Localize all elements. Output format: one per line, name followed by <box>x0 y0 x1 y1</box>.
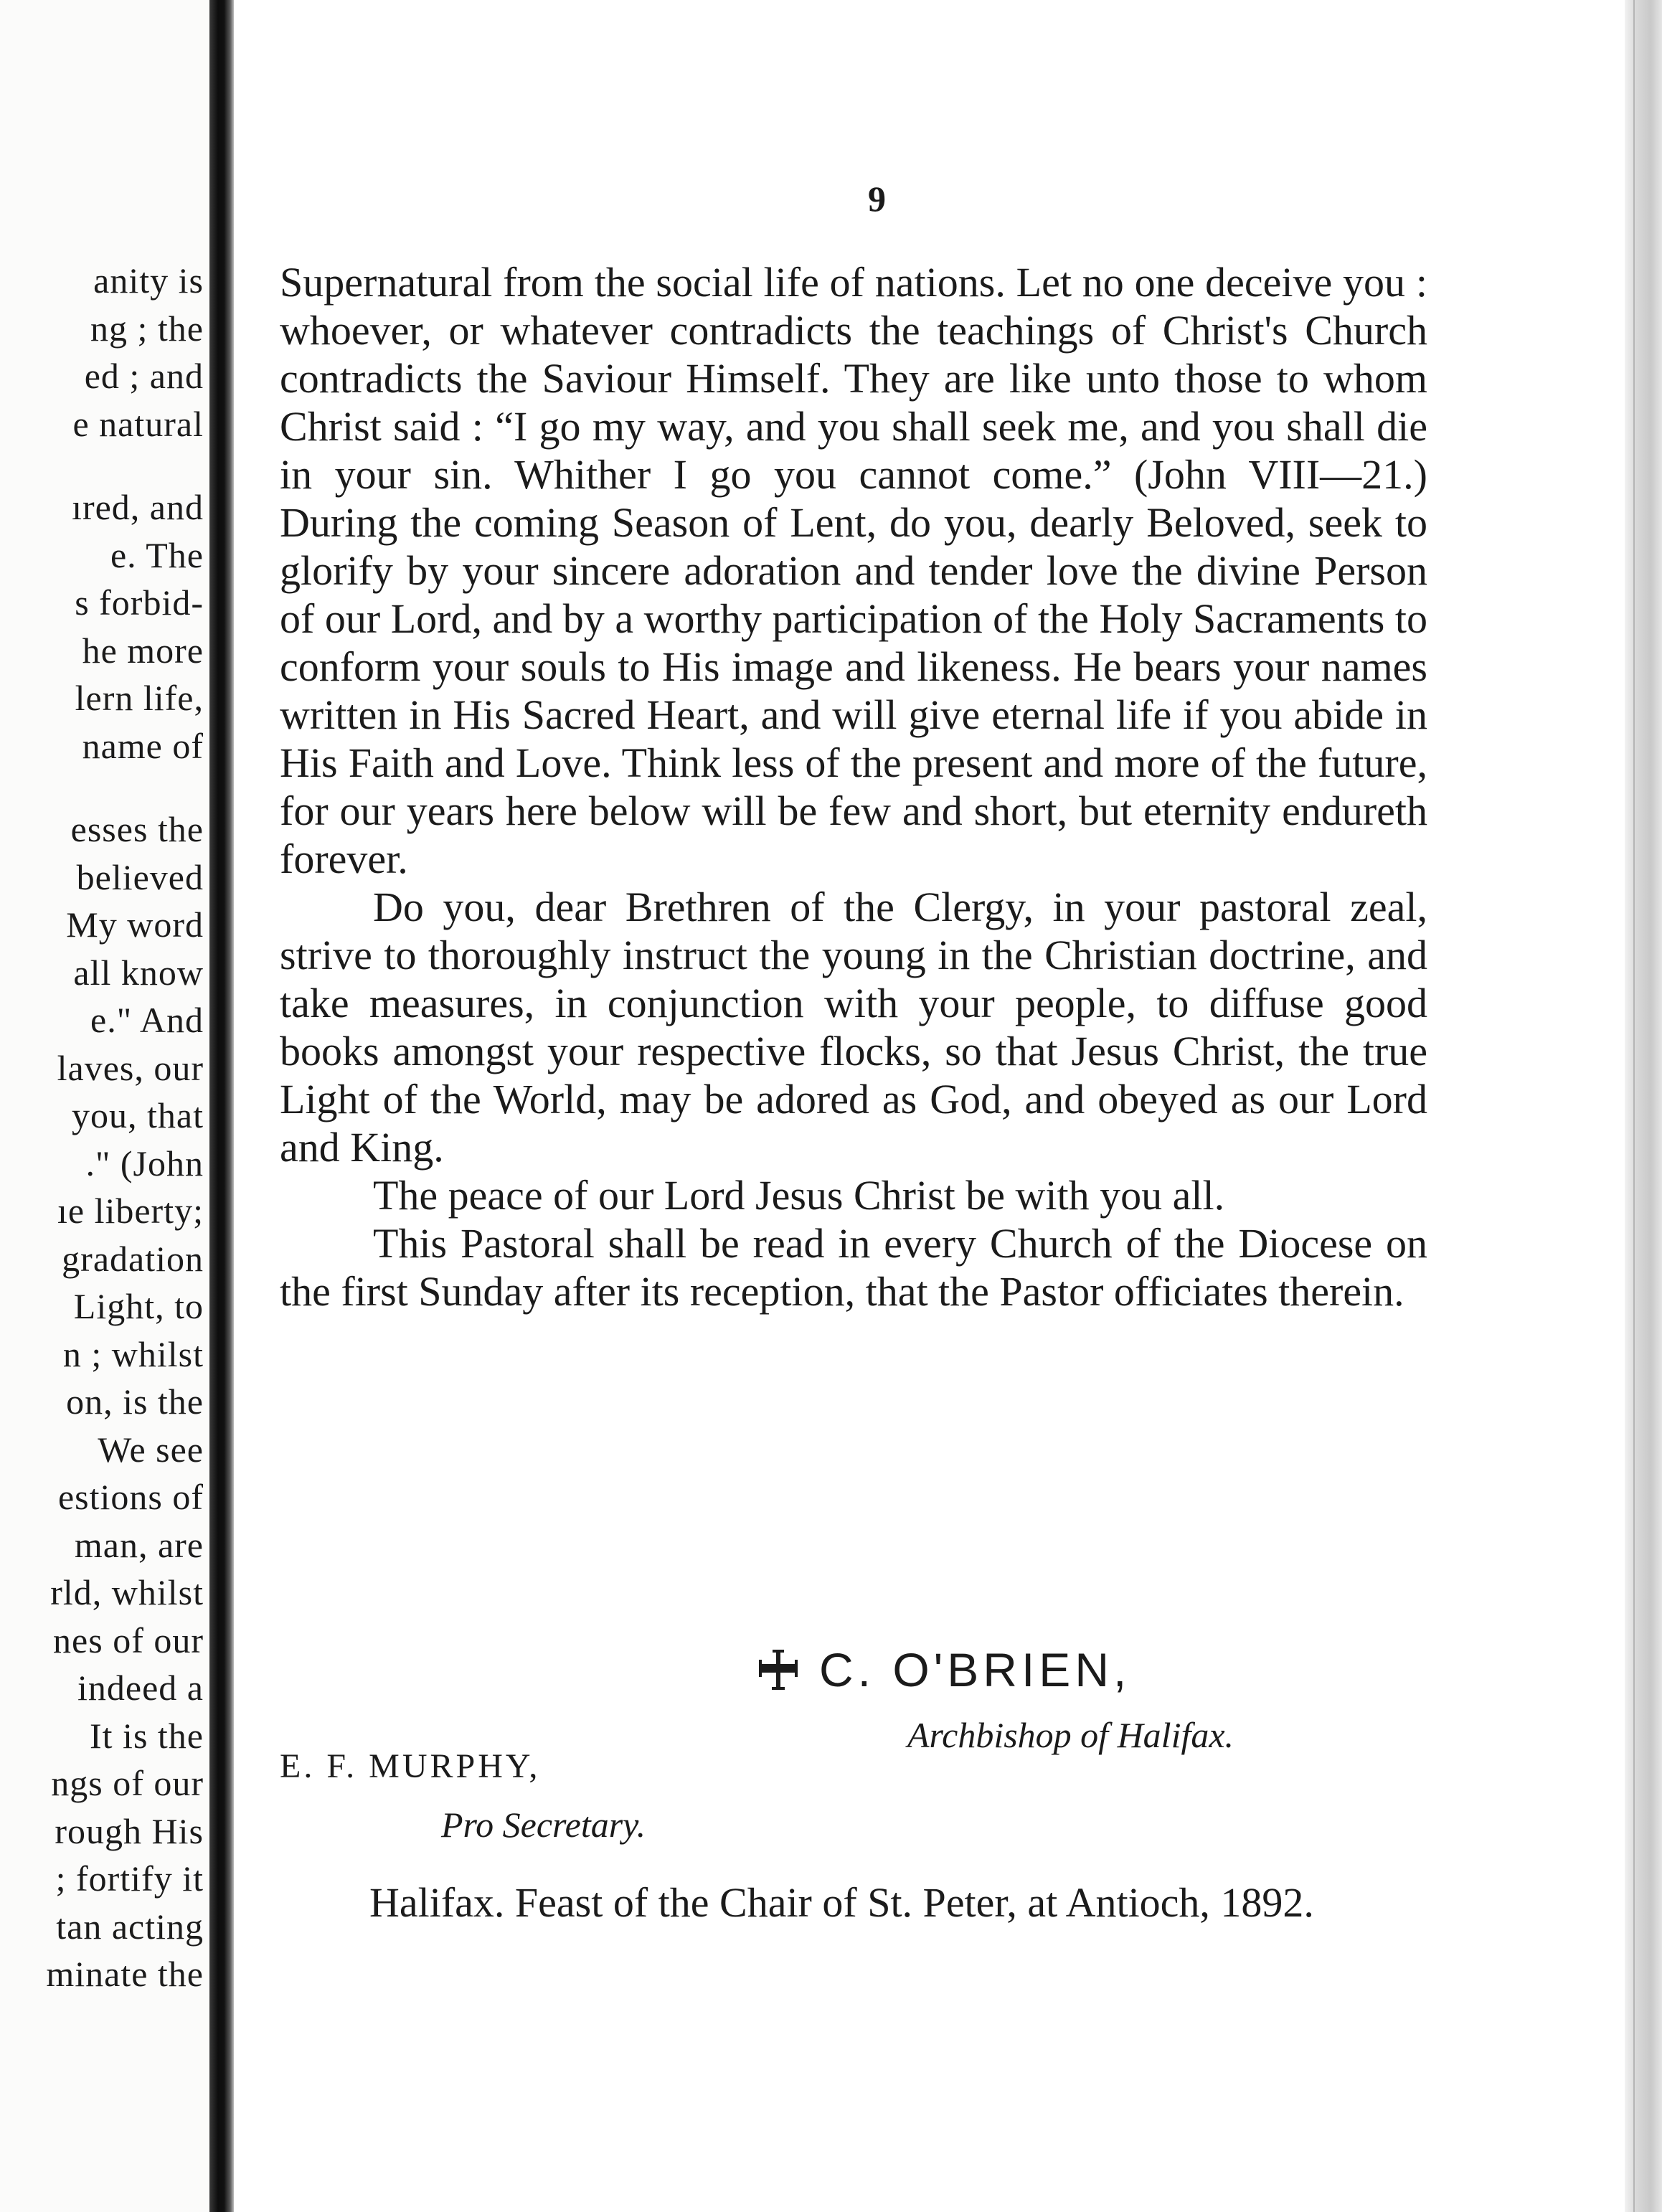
facing-page-line: e. The <box>110 534 204 575</box>
facing-page-line: man, are <box>74 1524 204 1565</box>
facing-page-line: e." And <box>90 1000 204 1040</box>
paragraph-blessing: The peace of our Lord Jesus Christ be with you all. <box>373 1172 1225 1219</box>
facing-page-line <box>46 448 204 483</box>
facing-page-line: Light, to <box>73 1286 204 1326</box>
facing-page-line: nes of our <box>53 1620 204 1660</box>
facing-page-line: rough His <box>55 1810 204 1851</box>
facing-page-line: indeed a <box>77 1668 204 1708</box>
facing-page-line: lern life, <box>75 678 204 718</box>
facing-page-line: ıe liberty; <box>57 1191 204 1231</box>
page <box>280 0 1442 2212</box>
facing-page-line: you, that <box>72 1095 204 1135</box>
facing-page-line: laves, our <box>57 1047 204 1088</box>
facing-page-line <box>46 770 204 805</box>
facing-page-line: ed ; and <box>84 356 204 396</box>
facing-page-line: ; fortify it <box>55 1858 204 1899</box>
facing-page-lines <box>46 257 204 1998</box>
facing-page-line: My word <box>66 904 204 945</box>
facing-page-line: rld, whilst <box>50 1572 204 1612</box>
facing-page-line: e natural <box>72 403 204 444</box>
facing-page-line: s forbid- <box>75 582 204 623</box>
facing-page-line: n ; whilst <box>62 1333 204 1374</box>
facing-page-line: minate the <box>46 1954 204 1994</box>
facing-page-line: ng ; the <box>90 308 204 349</box>
archbishop-title: Archbishop of Halifax. <box>907 1715 1234 1755</box>
facing-page-line: We see <box>98 1429 204 1470</box>
secretary-title: Pro Secretary. <box>441 1805 646 1845</box>
facing-page-fragment <box>0 0 209 2212</box>
facing-page-line: estions of <box>57 1477 204 1517</box>
facing-page-line: on, is the <box>66 1381 204 1422</box>
page-edge <box>1625 0 1662 2212</box>
cross-icon <box>757 1647 800 1690</box>
paragraph-clergy: Do you, dear Brethren of the Clergy, in your pastoral zeal, strive to thoroughly instruct the young in the Christian doctrine, and take measures, in conjunction with your people, to diffuse good books amongst your respective flocks, so that Jesus Christ, the true Light of the World, may be adored as God, and obeyed as our Lord and King. <box>280 884 1427 1171</box>
paragraph-instruction: This Pastoral shall be read in every Church of the Diocese on the first Sunday after its reception, that the Pastor officiates therein. <box>280 1220 1427 1315</box>
paragraph-continuation: Supernatural from the social life of nations. Let no one deceive you : whoever, or whatever contradicts the teachings of Christ's Church contradicts the Saviour Himself. They are like unto those to whom Christ said : “I go my way, and you shall seek me, and you shall die in your sin. Whither I go you cannot come.” (John VIII—21.) During the coming Season of Lent, do you, dearly Beloved, seek to glorify by your sincere adoration and tender love the divine Person of our Lord, and by a worthy participation of the Holy Sacraments to conform your souls to His image and likeness. He bears your names written in His Sacred Heart, and will give eternal life if you abide in His Faith and Love. Think less of the present and more of the future, for our years here below will be few and short, but eternity endureth forever. <box>280 259 1427 882</box>
facing-page-line: ıred, and <box>72 487 204 527</box>
facing-page-line: esses the <box>70 809 204 849</box>
book-gutter <box>209 0 234 2212</box>
page-number: 9 <box>868 179 886 219</box>
facing-page-line: anity is <box>93 260 204 301</box>
closing-dateline: Halifax. Feast of the Chair of St. Peter, at Antioch, 1892. <box>369 1879 1314 1926</box>
facing-page-line: tan acting <box>56 1906 204 1947</box>
facing-page-line: ngs of our <box>51 1763 204 1803</box>
facing-page-line: It is the <box>90 1715 204 1756</box>
facing-page-line: all know <box>73 952 204 993</box>
facing-page-line: gradation <box>62 1238 204 1279</box>
facing-page-line: name of <box>82 725 204 766</box>
body-text <box>280 258 1427 1315</box>
facing-page-line: ." (John <box>85 1143 204 1183</box>
facing-page-line: he more <box>82 630 204 671</box>
facing-page-line: believed <box>76 856 204 897</box>
secretary-name: E. F. MURPHY, <box>280 1747 541 1785</box>
archbishop-name: C. O'BRIEN, <box>819 1643 1131 1696</box>
